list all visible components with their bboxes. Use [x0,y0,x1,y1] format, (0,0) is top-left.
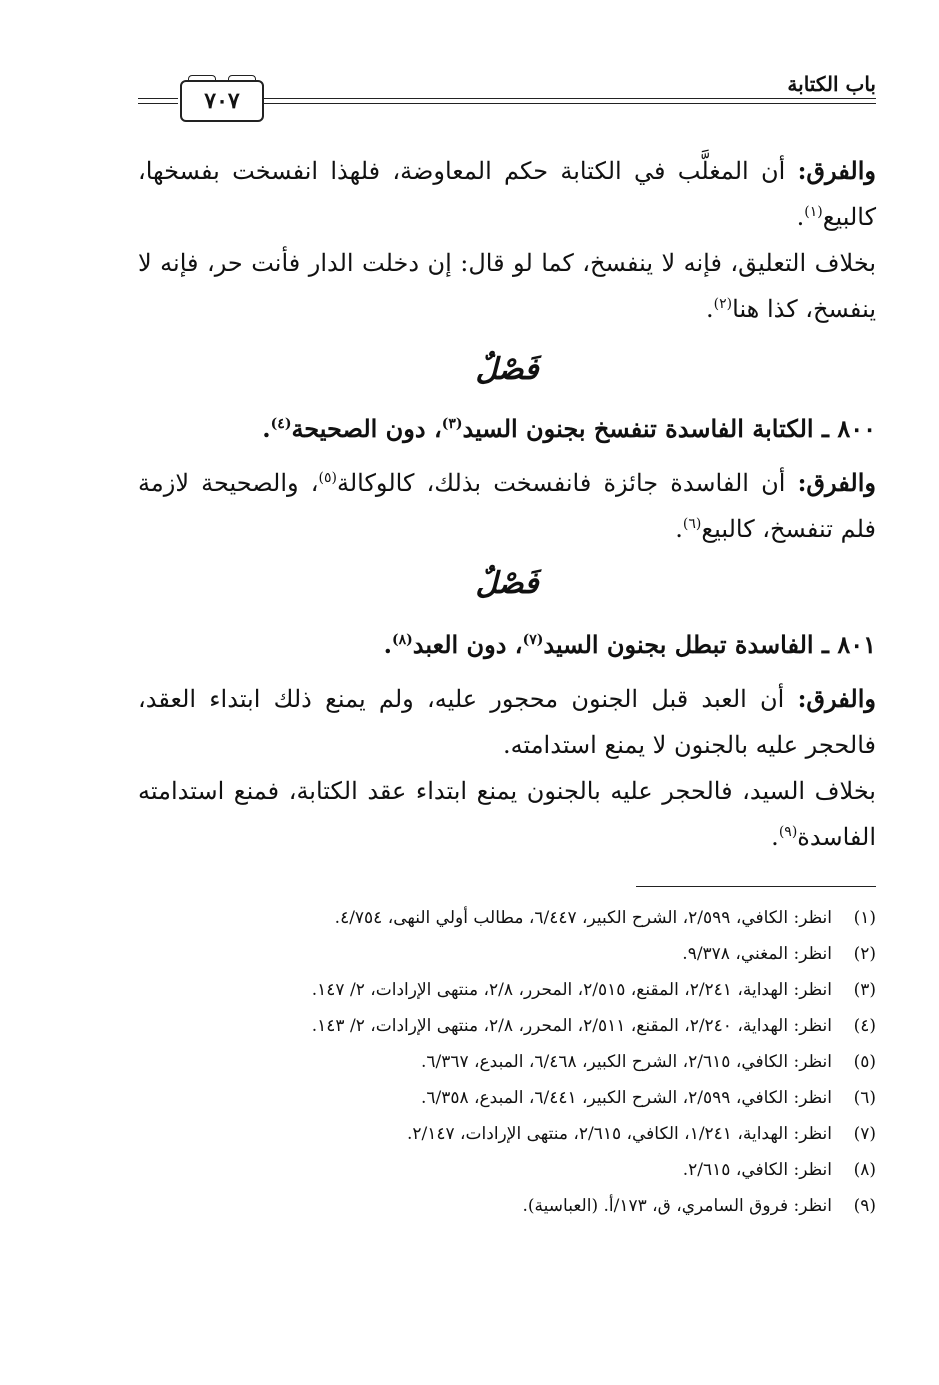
footnote-text: انظر: الكافي، ٢/٦١٥، الشرح الكبير، ٦/٤٦٨، المبدع، ٦/٣٦٧. [420,1052,832,1072]
difference-label: والفرق: [797,156,876,185]
footnote-ref: (٤) [270,416,292,432]
footnote-text: انظر: الكافي، ٢/٥٩٩، الشرح الكبير، ٦/٤٤٧، مطالب أولي النهى، ٤/٧٥٤. [334,908,832,928]
footnote-text: انظر: الهداية، ٢/٢٤٠، المقنع، ٢/٥١١، المحرر، ٢/٨، منتهى الإرادات، ٢/ ١٤٣. [311,1016,832,1036]
footnote-number: (٨) [853,1160,876,1180]
footnote-ref: (١) [804,204,823,220]
paragraph: بخلاف السيد، فالحجر عليه بالجنون يمنع ابتداء عقد الكتابة، فمنع استدامته الفاسدة$^{(٩)}$. [138,777,876,851]
footnote-text: انظر: الكافي، ٢/٦١٥. [682,1160,832,1180]
header-rule [263,98,876,99]
footnote [138,1080,876,1116]
paragraph: والفرق: أن المغلَّب في الكتابة حكم المعاوضة، فلهذا انفسخت بفسخها، كالبيع$^{(١)}$. [138,156,876,231]
footnote-ref: (٥) [318,470,337,486]
rule-text: ٨٠١ ـ الفاسدة تبطل بجنون السيد [543,630,876,659]
footnote-ref: (٢) [713,296,733,312]
footnote-number: (١) [853,908,876,928]
header-rule [263,103,876,104]
footnote-number: (٢) [853,944,876,964]
footnotes-list [138,900,876,1224]
rule-text: ، دون العبد [412,630,523,659]
paragraph-text: أن المغلَّب في الكتابة حكم المعاوضة، فلهذا انفسخت بفسخها، كالبيع [138,157,876,231]
footnote-number: (٩) [853,1196,876,1216]
footnote-text: انظر: الهداية، ١/٢٤١، الكافي، ٢/٦١٥، منتهى الإرادات، ٢/١٤٧. [406,1124,832,1144]
rule-heading: ٨٠١ ـ الفاسدة تبطل بجنون السيد$^{(٧)}$، دون العبد$^{(٨)}$. [383,630,876,659]
rule-heading: ٨٠٠ ـ الكتابة الفاسدة تنفسخ بجنون السيد$^{(٣)}$، دون الصحيحة$^{(٤)}$. [262,414,876,443]
footnote [138,1116,876,1152]
footnote-ref: (٧) [522,632,544,648]
footnote-separator [636,886,876,887]
footnote-text: انظر: الكافي، ٢/٥٩٩، الشرح الكبير، ٦/٤٤١، المبدع، ٦/٣٥٨. [420,1088,832,1108]
footnote-text: انظر: الهداية، ٢/٢٤١، المقنع، ٢/٥١٥، المحرر، ٢/٨، منتهى الإرادات، ٢/ ١٤٧. [311,980,832,1000]
rule-text: ، دون الصحيحة [291,414,442,443]
footnote-ref: (٣) [441,416,463,432]
paragraph: بخلاف التعليق، فإنه لا ينفسخ، كما لو قال: إن دخلت الدار فأنت حر، فإنه لا ينفسخ، كذا هنا$^{(٢)}$. [138,249,876,323]
footnote-number: (٧) [853,1124,876,1144]
section-heading: فَصْلٌ [475,566,539,601]
footnote [138,972,876,1008]
footnote [138,1152,876,1188]
page-number: ٧٠٧ [180,80,264,122]
paragraph-text: بخلاف السيد، فالحجر عليه بالجنون يمنع ابتداء عقد الكتابة، فمنع استدامته الفاسدة [138,777,876,851]
footnote [138,1188,876,1224]
difference-label: والفرق: [797,468,876,497]
footnote-text: انظر: فروق السامري، ق، ١٧٣/أ. (العباسية). [522,1196,832,1216]
footnote-text: انظر: المغني، ٩/٣٧٨. [682,944,832,964]
difference-label: والفرق: [797,684,876,713]
footnote-ref: (٩) [778,824,798,840]
footnote [138,1008,876,1044]
paragraph-text: بخلاف التعليق، فإنه لا ينفسخ، كما لو قال: إن دخلت الدار فأنت حر، فإنه لا ينفسخ، كذا هنا [138,249,876,323]
running-head: باب الكتابة [787,72,876,96]
page-header [138,66,876,126]
footnote-ref: (٨) [392,632,413,648]
paragraph-text: أن العبد قبل الجنون محجور عليه، ولم يمنع ذلك ابتداء العقد، فالحجر عليه بالجنون لا يمنع استدامته. [138,685,876,759]
paragraph-text: أن الفاسدة جائزة فانفسخت بذلك، كالوكالة [337,469,798,497]
rule-text: ٨٠٠ ـ الكتابة الفاسدة تنفسخ بجنون السيد [462,414,876,443]
section-heading: فَصْلٌ [475,352,539,387]
paragraph: والفرق: أن الفاسدة جائزة فانفسخت بذلك، كالوكالة$^{(٥)}$، والصحيحة لازمة فلم تنفسخ، كالبيع$^{(٦)}$. [138,468,876,543]
footnote [138,936,876,972]
footnote [138,900,876,936]
footnote [138,1044,876,1080]
footnote-number: (٦) [853,1088,876,1108]
footnote-ref: (٦) [682,516,702,532]
header-rule [138,103,178,104]
paragraph [138,676,876,768]
header-rule [138,98,178,99]
footnote-number: (٤) [853,1016,876,1036]
footnote-number: (٥) [853,1052,876,1072]
paragraph-text: ، والصحيحة لازمة فلم تنفسخ، كالبيع [138,469,876,543]
footnote-number: (٣) [853,980,876,1000]
